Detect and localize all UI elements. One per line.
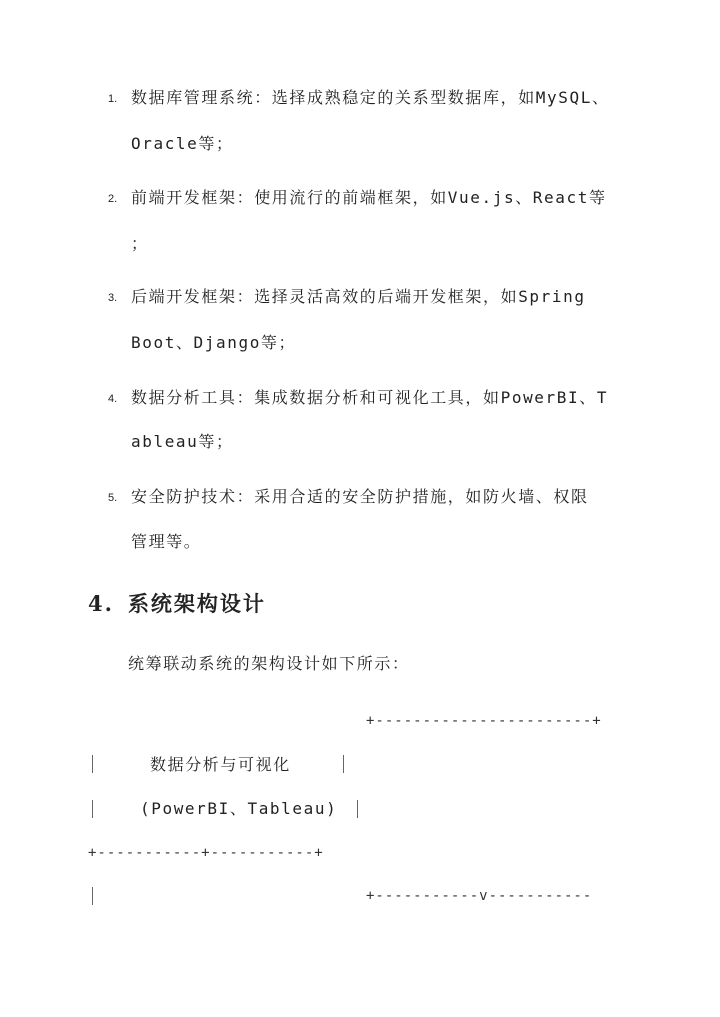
list-item-text-continued: Oracle等； — [131, 134, 234, 153]
section-heading — [88, 588, 266, 618]
list-item-text-continued: ； — [131, 234, 149, 253]
section-title: 系统架构设计 — [127, 592, 266, 616]
list-item-number: 1. — [108, 93, 118, 105]
diagram-bottom-border: +-----------v----------- — [366, 888, 593, 904]
diagram-box-title: 数据分析与可视化 — [150, 755, 291, 774]
diagram-top-border: +-----------------------+ — [366, 713, 602, 729]
list-item-text: 安全防护技术：采用合适的安全防护措施，如防火墙、权限 — [131, 487, 589, 506]
list-item-text: 数据库管理系统：选择成熟稳定的关系型数据库，如MySQL、 — [131, 88, 610, 107]
diagram-vertical-bar — [92, 887, 93, 905]
list-item-text: 数据分析工具：集成数据分析和可视化工具，如PowerBI、T — [131, 388, 609, 407]
list-item-text: 前端开发框架：使用流行的前端框架，如Vue.js、React等 — [131, 188, 607, 207]
section-number: 4. — [88, 591, 114, 616]
list-item-text: 后端开发框架：选择灵活高效的后端开发框架，如Spring — [131, 287, 586, 306]
diagram-vertical-bar — [92, 755, 93, 773]
intro-paragraph: 统筹联动系统的架构设计如下所示： — [128, 654, 410, 673]
list-item-number: 3. — [108, 292, 118, 304]
list-item-number: 4. — [108, 393, 118, 405]
diagram-vertical-bar — [343, 755, 344, 773]
list-item-number: 5. — [108, 492, 118, 504]
diagram-box-subtitle: (PowerBI、Tableau) — [140, 799, 338, 818]
diagram-vertical-bar — [92, 800, 93, 818]
list-item-text-continued: Boot、Django等； — [131, 333, 297, 352]
list-item-text-continued: ableau等； — [131, 432, 234, 451]
list-item-number: 2. — [108, 193, 118, 205]
diagram-mid-border: +-----------+-----------+ — [88, 845, 324, 861]
diagram-vertical-bar — [357, 800, 358, 818]
list-item-text-continued: 管理等。 — [131, 532, 202, 551]
